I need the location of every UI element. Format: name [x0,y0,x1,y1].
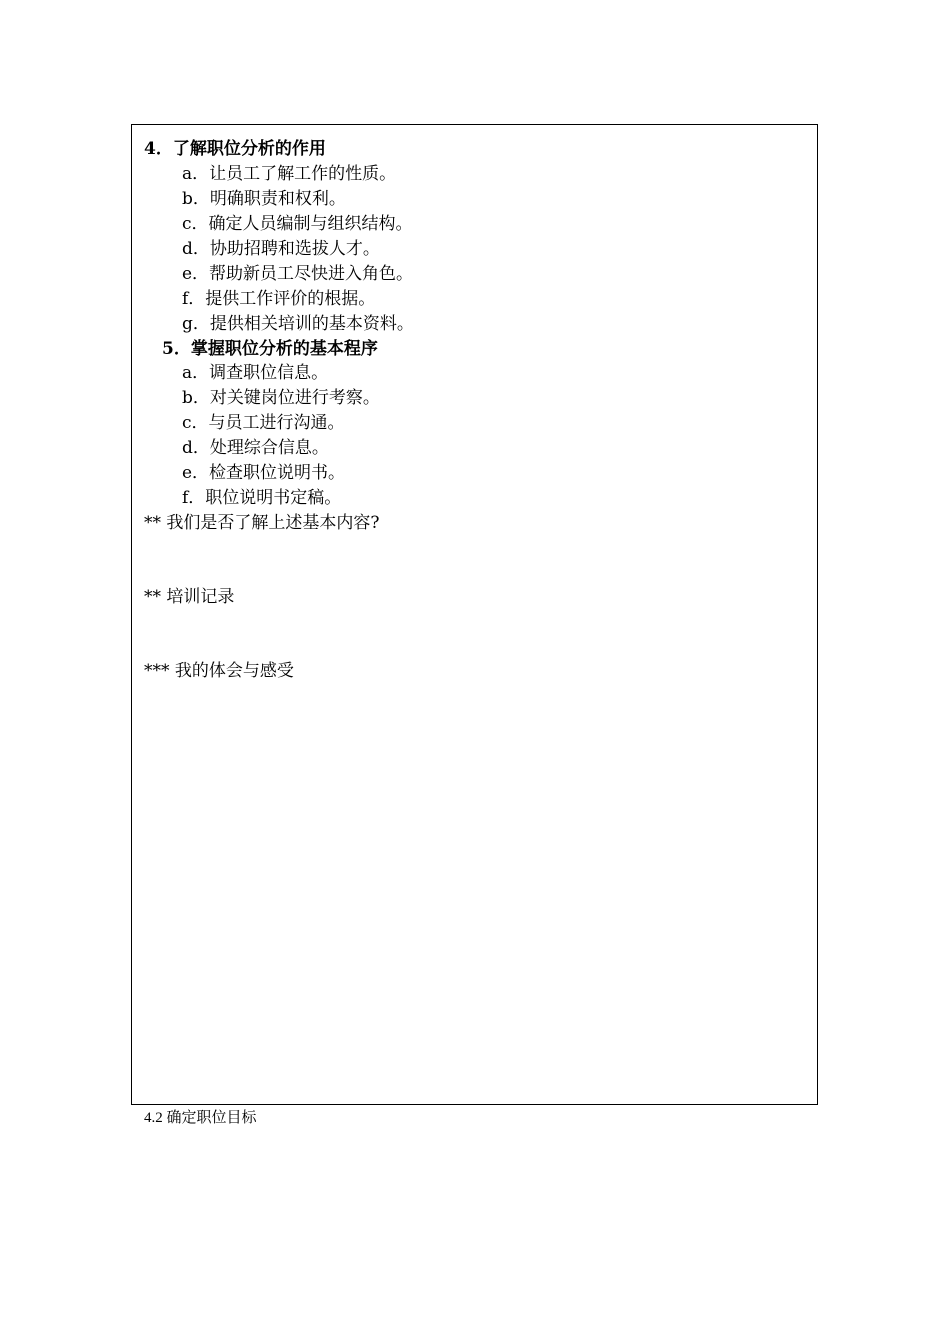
list-item: d．协助招聘和选拔人才。 [182,239,380,259]
list-item: f．职位说明书定稿。 [182,488,342,508]
section-4-heading: 4．了解职位分析的作用 [144,139,326,159]
reflection-prompt: *** 我的体会与感受 [144,661,294,681]
list-item: d．处理综合信息。 [182,438,329,458]
list-item: c．与员工进行沟通。 [182,413,345,433]
list-item: b．明确职责和权利。 [182,189,346,209]
training-record-prompt: ** 培训记录 [144,587,235,607]
list-item: a．调查职位信息。 [182,363,329,383]
list-item: a．让员工了解工作的性质。 [182,164,397,184]
list-item: c．确定人员编制与组织结构。 [182,214,413,234]
section-5-heading: 5．掌握职位分析的基本程序 [162,339,378,359]
list-item: f．提供工作评价的根据。 [182,289,376,309]
section-caption: 4.2 确定职位目标 [144,1110,257,1126]
question-prompt: ** 我们是否了解上述基本内容? [144,513,380,533]
list-item: e．帮助新员工尽快进入角色。 [182,264,414,284]
list-item: g．提供相关培训的基本资料。 [182,314,414,334]
list-item: b．对关键岗位进行考察。 [182,388,380,408]
list-item: e．检查职位说明书。 [182,463,346,483]
